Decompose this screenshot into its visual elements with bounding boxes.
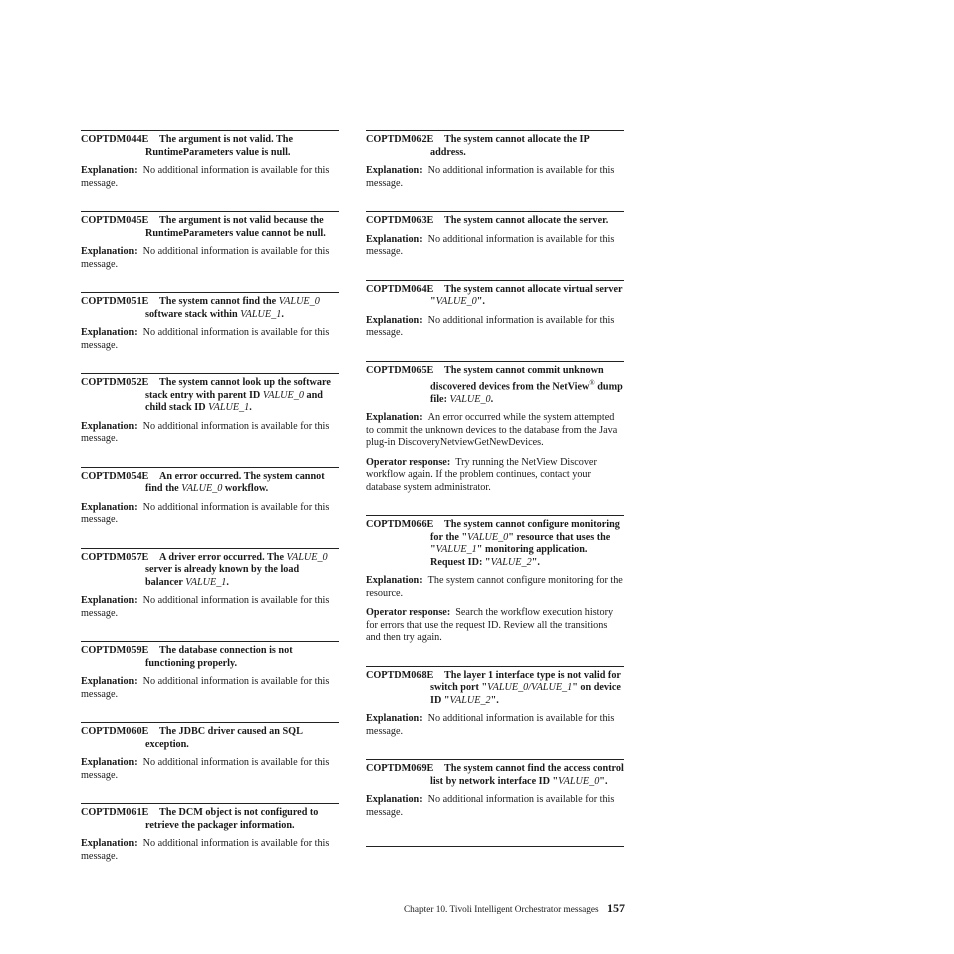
explanation-label: Explanation: bbox=[81, 595, 138, 606]
message-text-segment: " monitoring application. Request ID: " bbox=[430, 544, 588, 568]
message-code: COPTDM066E bbox=[366, 519, 434, 531]
explanation-text: No additional information is available for this message. bbox=[81, 501, 330, 525]
explanation-paragraph bbox=[81, 595, 339, 620]
message-text-segment: The DCM object is not configured to retrieve the packager information. bbox=[145, 807, 319, 831]
message-text-segment: The system cannot find the access control list by network interface ID " bbox=[430, 763, 624, 787]
message-heading bbox=[366, 134, 624, 159]
explanation-paragraph bbox=[366, 234, 624, 259]
explanation-text: No additional information is available for this message. bbox=[366, 233, 615, 257]
explanation-text: No additional information is available for this message. bbox=[81, 246, 330, 270]
message-text-segment: and child stack ID bbox=[145, 389, 323, 413]
explanation-label: Explanation: bbox=[366, 165, 423, 176]
explanation-label: Explanation: bbox=[366, 314, 423, 326]
variable-placeholder: VALUE_1 bbox=[435, 544, 477, 556]
explanation-text: An error occurred while the system attempted to commit the unknown devices to the database from the Java plug-in DiscoveryNetviewGetNewDevices. bbox=[366, 412, 618, 449]
explanation-label: Explanation: bbox=[81, 246, 138, 257]
message-text-segment: The system cannot allocate the server. bbox=[444, 215, 609, 226]
variable-placeholder: VALUE_1 bbox=[185, 576, 227, 588]
variable-placeholder: VALUE_1 bbox=[208, 402, 250, 413]
explanation-paragraph bbox=[81, 676, 339, 701]
explanation-text: No additional information is available for this message. bbox=[366, 713, 615, 737]
variable-placeholder: VALUE_0 bbox=[435, 296, 477, 307]
message-code: COPTDM064E bbox=[366, 283, 434, 295]
message-entry bbox=[366, 759, 624, 819]
explanation-paragraph bbox=[81, 165, 339, 190]
message-text-segment: ". bbox=[490, 694, 499, 706]
message-code: COPTDM052E bbox=[81, 377, 149, 388]
explanation-paragraph bbox=[81, 421, 339, 446]
message-heading bbox=[81, 645, 339, 670]
message-heading bbox=[366, 670, 624, 708]
explanation-paragraph bbox=[366, 575, 624, 600]
explanation-label: Explanation: bbox=[366, 575, 423, 587]
message-heading bbox=[81, 807, 339, 832]
message-code: COPTDM044E bbox=[81, 134, 149, 145]
explanation-label: Explanation: bbox=[81, 165, 138, 176]
explanation-label: Explanation: bbox=[366, 713, 423, 725]
message-heading bbox=[81, 134, 339, 159]
message-text-segment: The system cannot allocate virtual server " bbox=[430, 283, 623, 307]
message-entry bbox=[366, 280, 624, 340]
left-column bbox=[81, 130, 339, 863]
message-code: COPTDM068E bbox=[366, 669, 434, 681]
explanation-text: No additional information is available for this message. bbox=[81, 327, 330, 351]
variable-placeholder: VALUE_2 bbox=[490, 556, 532, 568]
message-code: COPTDM060E bbox=[81, 726, 149, 737]
explanation-label: Explanation: bbox=[81, 501, 138, 513]
message-entry bbox=[81, 548, 339, 621]
variable-placeholder: VALUE_0 bbox=[449, 393, 491, 405]
message-entry bbox=[81, 130, 339, 190]
message-text-segment: An error occurred. The system cannot find the bbox=[145, 470, 325, 494]
message-text-segment: The system cannot configure monitoring for the " bbox=[430, 519, 620, 543]
message-entry bbox=[81, 803, 339, 863]
message-text-segment: software stack within bbox=[145, 308, 241, 320]
message-text-segment: The JDBC driver caused an SQL exception. bbox=[145, 726, 303, 750]
message-entry bbox=[81, 722, 339, 782]
message-entry bbox=[366, 515, 624, 645]
message-heading bbox=[366, 519, 624, 569]
message-entry bbox=[366, 361, 624, 495]
message-entry bbox=[81, 292, 339, 352]
variable-placeholder: VALUE_0 bbox=[558, 775, 600, 787]
message-text-segment: The argument is not valid because the RuntimeParameters value cannot be null. bbox=[145, 215, 326, 239]
explanation-paragraph bbox=[81, 838, 339, 863]
explanation-text: No additional information is available for this message. bbox=[366, 314, 615, 338]
message-heading bbox=[366, 365, 624, 407]
message-code: COPTDM062E bbox=[366, 134, 434, 145]
message-text-segment: dump file: bbox=[430, 381, 623, 405]
message-text-segment: . bbox=[226, 576, 229, 588]
message-heading bbox=[81, 377, 339, 415]
message-code: COPTDM063E bbox=[366, 215, 434, 226]
explanation-paragraph bbox=[366, 412, 624, 450]
message-text-segment: The database connection is not functioning properly. bbox=[145, 645, 293, 669]
message-text-segment: The argument is not valid. The RuntimeParameters value is null. bbox=[145, 134, 293, 158]
message-heading bbox=[81, 552, 339, 590]
explanation-label: Explanation: bbox=[366, 794, 423, 806]
variable-placeholder: VALUE_0/VALUE_1 bbox=[487, 682, 573, 694]
message-entry bbox=[81, 467, 339, 527]
explanation-paragraph bbox=[366, 713, 624, 738]
page-number: 157 bbox=[607, 901, 625, 915]
message-code: COPTDM059E bbox=[81, 645, 149, 656]
explanation-text: No additional information is available for this message. bbox=[81, 165, 330, 189]
variable-placeholder: VALUE_0 bbox=[278, 296, 320, 307]
explanation-text: No additional information is available for this message. bbox=[81, 420, 330, 444]
message-text-segment: The system cannot find the bbox=[159, 296, 279, 307]
message-entry bbox=[366, 666, 624, 739]
message-text-segment: ". bbox=[476, 296, 485, 307]
message-entry bbox=[366, 211, 624, 259]
operator-response-label: Operator response: bbox=[366, 456, 451, 468]
explanation-label: Explanation: bbox=[81, 838, 138, 849]
operator-response-paragraph bbox=[366, 457, 624, 495]
variable-placeholder: VALUE_2 bbox=[449, 694, 491, 706]
message-entry bbox=[81, 373, 339, 446]
explanation-paragraph bbox=[366, 794, 624, 819]
variable-placeholder: VALUE_0 bbox=[262, 389, 304, 401]
message-text-segment: . bbox=[281, 308, 284, 320]
page-footer bbox=[382, 902, 625, 917]
message-text-segment: ". bbox=[599, 775, 608, 787]
message-text-segment: " on device ID " bbox=[430, 682, 621, 706]
message-text-segment: . bbox=[249, 402, 252, 413]
message-code: COPTDM054E bbox=[81, 470, 149, 482]
message-heading bbox=[81, 215, 339, 240]
explanation-paragraph bbox=[81, 327, 339, 352]
message-text-segment: The system cannot look up the software stack entry with parent ID bbox=[145, 377, 331, 401]
right-column bbox=[366, 130, 624, 847]
explanation-paragraph bbox=[366, 315, 624, 340]
column-end-rule bbox=[366, 846, 624, 847]
message-code: COPTDM045E bbox=[81, 215, 149, 226]
message-text-segment: ". bbox=[531, 556, 540, 568]
message-heading bbox=[366, 215, 624, 228]
message-text-segment: " resource that uses the " bbox=[430, 531, 611, 556]
message-heading bbox=[366, 284, 624, 309]
message-heading bbox=[366, 763, 624, 788]
explanation-label: Explanation: bbox=[81, 420, 138, 432]
message-code: COPTDM057E bbox=[81, 551, 149, 563]
explanation-text: No additional information is available for this message. bbox=[81, 757, 330, 781]
message-heading bbox=[81, 726, 339, 751]
operator-response-text: Try running the NetView Discover workflow again. If the problem continues, contact your database system administrator. bbox=[366, 456, 597, 493]
message-text-segment: . bbox=[490, 393, 494, 405]
explanation-text: No additional information is available for this message. bbox=[366, 165, 615, 189]
explanation-label: Explanation: bbox=[366, 233, 423, 245]
message-code: COPTDM061E bbox=[81, 807, 149, 818]
registered-mark: ® bbox=[589, 379, 595, 387]
message-text-segment: workflow. bbox=[222, 483, 269, 494]
explanation-paragraph bbox=[81, 502, 339, 527]
variable-placeholder: VALUE_0 bbox=[181, 483, 223, 494]
message-code: COPTDM065E bbox=[366, 364, 434, 376]
explanation-paragraph bbox=[81, 757, 339, 782]
message-entry bbox=[366, 130, 624, 190]
message-text-segment: A driver error occurred. The bbox=[159, 551, 287, 563]
message-text-segment: The system cannot allocate the IP address. bbox=[430, 134, 590, 158]
message-text-segment: The layer 1 interface type is not valid for switch port " bbox=[430, 669, 621, 694]
message-code: COPTDM069E bbox=[366, 763, 434, 775]
explanation-text: No additional information is available for this message. bbox=[81, 838, 330, 862]
variable-placeholder: VALUE_0 bbox=[467, 531, 509, 543]
operator-response-text: Search the workflow execution history for errors that use the request ID. Review all the transitions and then try again. bbox=[366, 607, 614, 644]
variable-placeholder: VALUE_1 bbox=[240, 308, 282, 320]
operator-response-paragraph bbox=[366, 607, 624, 645]
message-code: COPTDM051E bbox=[81, 296, 149, 307]
explanation-label: Explanation: bbox=[366, 412, 423, 424]
explanation-text: The system cannot configure monitoring for the resource. bbox=[366, 575, 623, 599]
message-heading bbox=[81, 296, 339, 321]
explanation-paragraph bbox=[366, 165, 624, 190]
message-text-segment: server is already known by the load balancer bbox=[145, 564, 300, 588]
message-entry bbox=[81, 211, 339, 271]
explanation-text: No additional information is available for this message. bbox=[81, 676, 330, 700]
explanation-text: No additional information is available for this message. bbox=[81, 595, 330, 619]
message-heading bbox=[81, 471, 339, 496]
explanation-paragraph bbox=[81, 246, 339, 271]
footer-chapter: Chapter 10. Tivoli Intelligent Orchestrator messages bbox=[403, 905, 599, 915]
message-text-segment: The system cannot commit unknown discovered devices from the NetView bbox=[430, 364, 604, 393]
explanation-text: No additional information is available for this message. bbox=[366, 794, 615, 818]
explanation-label: Explanation: bbox=[81, 676, 138, 687]
message-entry bbox=[81, 641, 339, 701]
explanation-label: Explanation: bbox=[81, 757, 138, 768]
operator-response-label: Operator response: bbox=[366, 607, 451, 619]
variable-placeholder: VALUE_0 bbox=[286, 551, 328, 563]
explanation-label: Explanation: bbox=[81, 327, 138, 338]
